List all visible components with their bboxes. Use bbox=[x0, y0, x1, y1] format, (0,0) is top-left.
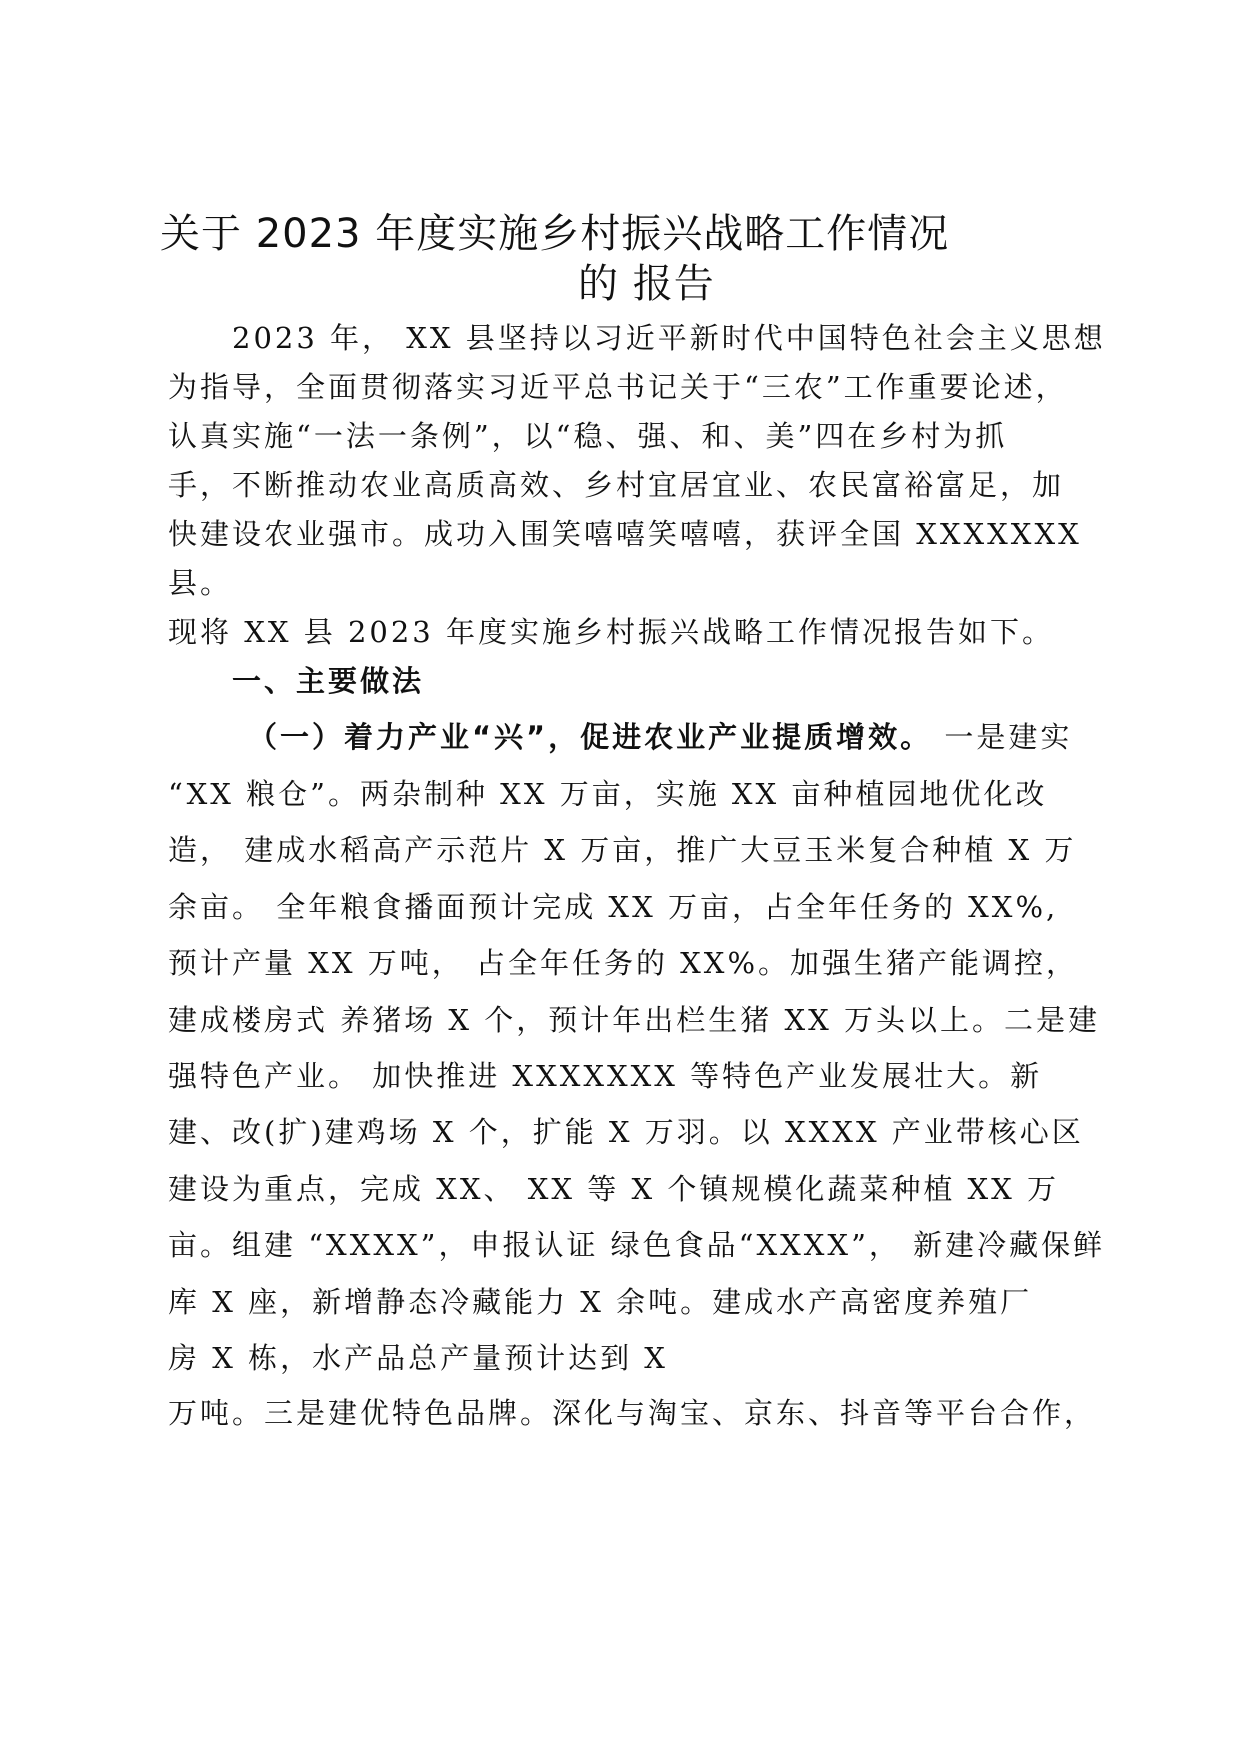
body-line: 强特色产业。 加快推进 XXXXXXX 等特色产业发展壮大。新 bbox=[168, 1059, 1043, 1093]
body-line: “XX 粮仓”。两杂制种 XX 万亩，实施 XX 亩种植园地优化改 bbox=[168, 777, 1048, 811]
body-line: 建、改(扩)建鸡场 X 个，扩能 X 万羽。以 XXXX 产业带核心区 bbox=[168, 1115, 1084, 1149]
paragraph-line: 县。 bbox=[168, 566, 233, 600]
paragraph-line: 2023 年， XX 县坚持以习近平新时代中国特色社会主义思想 bbox=[232, 321, 1106, 355]
subsection-title: （一）着力产业“兴”，促进农业产业提质增效。 bbox=[248, 720, 933, 754]
subsection-line bbox=[248, 717, 1072, 757]
document-title-line-1: 关于 2023 年度实施乡村振兴战略工作情况 bbox=[160, 211, 950, 257]
body-line: 预计产量 XX 万吨， 占全年任务的 XX%。加强生猪产能调控， bbox=[168, 946, 1079, 980]
section-heading: 一、主要做法 bbox=[232, 664, 425, 698]
paragraph-line: 快建设农业强市。成功入围笑嘻嘻笑嘻嘻，获评全国 XXXXXXX bbox=[168, 517, 1082, 551]
subsection-continuation: 一是建实 bbox=[932, 720, 1073, 754]
paragraph-line: 认真实施“一法一条例”，以“稳、强、和、美”四在乡村为抓 bbox=[168, 419, 1008, 453]
body-line: 库 X 座，新增静态冷藏能力 X 余吨。建成水产高密度养殖厂 bbox=[168, 1285, 1033, 1319]
document-title-line-2: 的 报告 bbox=[578, 261, 715, 307]
paragraph-line: 为指导，全面贯彻落实习近平总书记关于“三农”工作重要论述， bbox=[168, 370, 1068, 404]
body-line: 余亩。 全年粮食播面预计完成 XX 万亩，占全年任务的 XX%, bbox=[168, 890, 1059, 924]
body-line: 造， 建成水稻高产示范片 X 万亩，推广大豆玉米复合种植 X 万 bbox=[168, 833, 1077, 867]
body-line: 建设为重点，完成 XX、 XX 等 X 个镇规模化蔬菜种植 XX 万 bbox=[168, 1172, 1060, 1206]
body-line: 房 X 栋，水产品总产量预计达到 X bbox=[168, 1341, 668, 1375]
paragraph-line: 现将 XX 县 2023 年度实施乡村振兴战略工作情况报告如下。 bbox=[168, 615, 1054, 649]
body-line: 建成楼房式 养猪场 X 个，预计年出栏生猪 XX 万头以上。二是建 bbox=[168, 1003, 1101, 1037]
paragraph-line: 手，不断推动农业高质高效、乡村宜居宜业、农民富裕富足，加 bbox=[168, 468, 1065, 502]
body-line: 万吨。三是建优特色品牌。深化与淘宝、京东、抖音等平台合作， bbox=[168, 1396, 1097, 1430]
body-line: 亩。组建 “XXXX”，申报认证 绿色食品“XXXX”， 新建冷藏保鲜 bbox=[168, 1228, 1106, 1262]
